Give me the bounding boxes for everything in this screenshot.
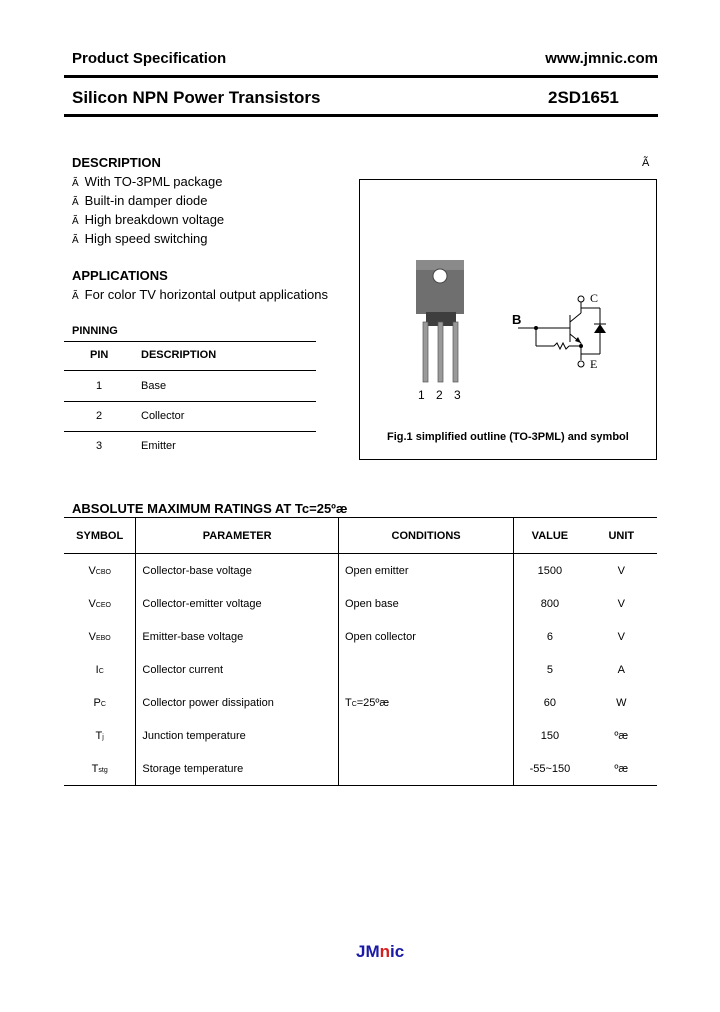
value-cell: 1500 (514, 554, 586, 588)
header-rule-bottom (64, 114, 658, 117)
symbol-cell: T (95, 729, 103, 742)
value-cell: 800 (514, 587, 586, 620)
unit-cell: V (617, 630, 625, 643)
package-and-symbol-drawing (360, 180, 658, 461)
table-row (64, 653, 657, 686)
symbol-subscript: C (100, 700, 106, 708)
description-item: Ã Built-in damper diode (72, 193, 208, 208)
parameter-cell: Storage temperature (136, 752, 339, 786)
damper-diode (594, 324, 606, 333)
pin-description: Base (141, 380, 167, 392)
conditions-cell: TC=25ºæ (338, 686, 513, 719)
pinning-col-pin: PIN (90, 349, 109, 361)
symbol-subscript: C (98, 667, 104, 675)
table-row (64, 719, 657, 752)
lead-1 (423, 322, 428, 382)
symbol-subscript: CEO (95, 601, 111, 609)
conditions-cell (338, 752, 513, 786)
col-value: VALUE (514, 518, 586, 554)
value-cell: -55~150 (514, 752, 586, 786)
value-cell: 60 (514, 686, 586, 719)
figure-caption: Fig.1 simplified outline (TO-3PML) and symbol (387, 431, 629, 443)
table-row (64, 752, 657, 786)
pin-description: Collector (141, 410, 185, 422)
symbol-subscript: CBO (95, 568, 111, 576)
parameter-cell: Collector current (136, 653, 339, 686)
symbol-subscript: EBO (95, 634, 111, 642)
symbol-label-b: B (512, 312, 522, 327)
col-parameter: PARAMETER (136, 518, 339, 554)
lead-3 (453, 322, 458, 382)
table-row (64, 620, 657, 653)
symbol-cell: P (93, 696, 101, 709)
description-item: Ã High breakdown voltage (72, 212, 225, 227)
pin-number-labels: 1 2 3 (418, 388, 465, 402)
conditions-cell: Open base (338, 587, 513, 620)
applications-heading: APPLICATIONS (72, 268, 168, 283)
conditions-cell (338, 719, 513, 752)
parameter-cell: Collector power dissipation (136, 686, 339, 719)
col-unit: UNIT (586, 518, 657, 554)
pin-number: 3 (96, 440, 103, 452)
conditions-cell: Open emitter (338, 554, 513, 588)
pin-number: 1 (96, 380, 103, 392)
unit-cell: V (617, 597, 625, 610)
value-cell: 150 (514, 719, 586, 752)
description-heading: DESCRIPTION (72, 155, 161, 170)
value-cell: 6 (514, 620, 586, 653)
pinning-rule (64, 431, 316, 432)
header-rule-top (64, 75, 658, 78)
symbol-cell: V (88, 597, 96, 610)
pinning-rule (64, 341, 316, 342)
unit-cell: A (617, 663, 625, 676)
unit-cell: V (617, 564, 625, 577)
header-product-spec: Product Specification (72, 50, 227, 67)
pinning-heading: PINNING (72, 325, 118, 337)
table-row (64, 554, 657, 588)
mounting-hole (433, 269, 447, 283)
symbol-label-e: E (590, 357, 598, 371)
col-symbol: SYMBOL (64, 518, 136, 554)
symbol-subscript: j (102, 733, 104, 741)
description-item: Ã High speed switching (72, 231, 208, 246)
parameter-cell: Junction temperature (136, 719, 339, 752)
pin-number: 2 (96, 410, 103, 422)
pinning-rule (64, 370, 316, 371)
unit-cell: W (616, 696, 627, 709)
symbol-cell: I (95, 663, 99, 676)
parameter-cell: Collector-base voltage (136, 554, 339, 588)
ratings-table (64, 517, 657, 786)
footer-brand-logo: JMnic (356, 942, 405, 961)
unit-cell: ºæ (614, 729, 629, 742)
conditions-cell: Open collector (338, 620, 513, 653)
pin-description: Emitter (141, 440, 176, 452)
description-item: Ã With TO-3PML package (72, 174, 223, 189)
conditions-cell (338, 653, 513, 686)
col-conditions: CONDITIONS (338, 518, 513, 554)
page-title: Silicon NPN Power Transistors (72, 88, 321, 107)
symbol-cell: V (88, 564, 96, 577)
symbol-label-c: C (590, 291, 599, 305)
unit-cell: ºæ (586, 752, 657, 786)
figure-box (359, 179, 657, 460)
ratings-heading: ABSOLUTE MAXIMUM RATINGS AT Tc=25ºæ (72, 501, 348, 516)
parameter-cell: Collector-emitter voltage (136, 587, 339, 620)
parameter-cell: Emitter-base voltage (136, 620, 339, 653)
part-number: 2SD1651 (548, 88, 619, 107)
symbol-subscript: stg (98, 766, 108, 774)
pinning-col-desc: DESCRIPTION (141, 349, 217, 361)
symbol-cell: V (88, 630, 96, 643)
corner-glyph: Ã (642, 157, 650, 169)
lead-2 (438, 322, 443, 382)
pinning-rule (64, 401, 316, 402)
symbol-cell: T (91, 762, 99, 775)
header-website[interactable]: www.jmnic.com (545, 50, 658, 67)
table-row (64, 587, 657, 620)
applications-item: Ã For color TV horizontal output applications (72, 287, 328, 302)
table-row (64, 686, 657, 719)
value-cell: 5 (514, 653, 586, 686)
